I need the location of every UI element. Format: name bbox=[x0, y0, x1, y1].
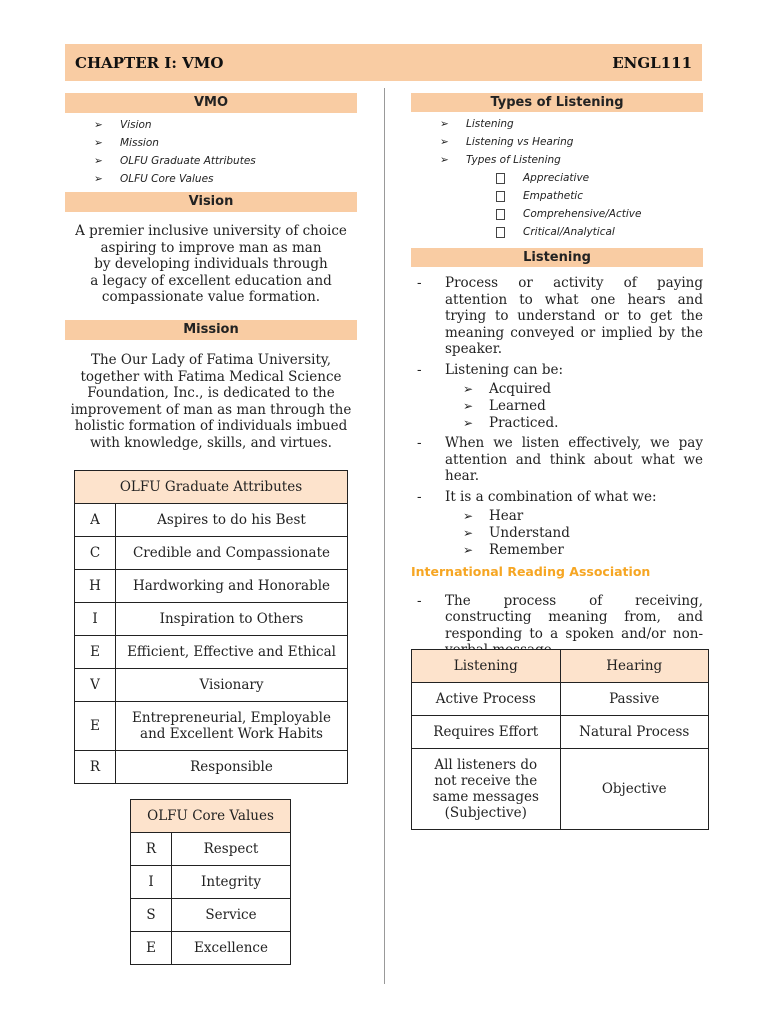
right-column bbox=[411, 93, 703, 659]
types-list bbox=[440, 115, 703, 169]
table-row: C Credible and Compassionate bbox=[75, 537, 348, 570]
checkbox-square-icon bbox=[496, 227, 505, 238]
arrow-icon: ➢ bbox=[94, 173, 103, 185]
listening-vs-hearing-table bbox=[411, 649, 709, 830]
table-row: Active Process Passive bbox=[412, 683, 709, 716]
ira-heading: International Reading Association bbox=[411, 563, 651, 579]
arrow-icon: ➢ bbox=[463, 398, 474, 413]
table-row: H Hardworking and Honorable bbox=[75, 570, 348, 603]
list-item: ➢ OLFU Graduate Attributes bbox=[94, 152, 357, 170]
list-item: Appreciative bbox=[496, 169, 703, 187]
definition-bullet: - Process or activity of paying attention to what one hears and trying to understand or to get the meaning conveyed or implied by the speaker. bbox=[417, 275, 703, 357]
ira-definition-bullet: - The process of receiving, constructing meaning from, and responding to a spoken and/or non- bbox=[417, 592, 703, 642]
listening-heading: Listening bbox=[411, 248, 703, 267]
list-item: ➢ Hear bbox=[463, 508, 524, 525]
left-column bbox=[65, 93, 357, 452]
table-header-row: Listening Hearing bbox=[412, 650, 709, 683]
listening-can-be-sublist bbox=[411, 381, 703, 431]
arrow-icon: ➢ bbox=[463, 382, 474, 396]
core-values-table bbox=[130, 799, 291, 965]
checkbox-square-icon bbox=[496, 209, 505, 220]
vision-heading: Vision bbox=[65, 192, 357, 212]
vision-text: A premier inclusive university of choice aspiring to improve man as man by developing individuals through a legacy of excellent education and compassionate value formation. bbox=[75, 223, 347, 306]
list-item: ➢ Practiced. bbox=[463, 414, 559, 431]
combination-bullet: - It is a combination of what we: bbox=[417, 488, 657, 505]
graduate-attributes-table bbox=[74, 470, 348, 784]
types-sublist bbox=[496, 169, 703, 241]
list-item: Critical/Analytical bbox=[496, 223, 703, 241]
arrow-icon: ➢ bbox=[463, 526, 474, 541]
vmo-list bbox=[94, 116, 357, 188]
table-row: E Efficient, Effective and Ethical bbox=[75, 636, 348, 669]
arrow-icon: ➢ bbox=[94, 119, 103, 131]
arrow-icon: ➢ bbox=[463, 415, 474, 430]
listen-effectively-bullet: - When we listen effectively, we pay attention and think about what we hear. bbox=[417, 435, 703, 485]
core-values-title: OLFU Core Values bbox=[131, 800, 291, 833]
list-item: ➢ Remember bbox=[463, 541, 564, 558]
list-item: ➢ OLFU Core Values bbox=[94, 170, 357, 188]
chapter-title: CHAPTER I: VMO bbox=[75, 53, 224, 72]
list-item: ➢ Acquired bbox=[463, 381, 552, 397]
table-row: All listeners do not receive the same messages (Subjective) Objective bbox=[412, 749, 709, 830]
table-row: R Respect bbox=[131, 833, 291, 866]
arrow-icon: ➢ bbox=[463, 509, 474, 524]
list-item: ➢ Understand bbox=[463, 525, 570, 542]
arrow-icon: ➢ bbox=[94, 137, 103, 149]
course-code: ENGL111 bbox=[612, 53, 692, 72]
list-item: ➢ Mission bbox=[94, 134, 357, 152]
table-row: S Service bbox=[131, 899, 291, 932]
list-item: ➢ Vision bbox=[94, 116, 357, 134]
table-row: A Aspires to do his Best bbox=[75, 504, 348, 537]
table-row: R Responsible bbox=[75, 751, 348, 784]
table-row: I Integrity bbox=[131, 866, 291, 899]
mission-heading: Mission bbox=[65, 320, 357, 340]
table-row: E Entrepreneurial, Employable and Excellent Work Habits bbox=[75, 702, 348, 751]
checkbox-square-icon bbox=[496, 191, 505, 202]
types-heading: Types of Listening bbox=[411, 93, 703, 112]
list-item: Comprehensive/Active bbox=[496, 205, 703, 223]
combination-sublist bbox=[411, 508, 703, 558]
table-row: I Inspiration to Others bbox=[75, 603, 348, 636]
table-row: E Excellence bbox=[131, 932, 291, 965]
mission-text: The Our Lady of Fatima University, together with Fatima Medical Science Foundation, Inc., is dedicated to the improvement of man as man through the holistic formation of individuals imbued with knowledge, skills, and virtues. bbox=[70, 351, 352, 451]
listening-can-be-bullet: - Listening can be: bbox=[417, 361, 564, 378]
column-divider bbox=[384, 88, 385, 984]
arrow-icon: ➢ bbox=[463, 542, 474, 557]
list-item: ➢ Listening bbox=[440, 115, 703, 133]
list-item: ➢ Types of Listening bbox=[440, 151, 703, 169]
list-item: ➢ Learned bbox=[463, 397, 546, 414]
arrow-icon: ➢ bbox=[440, 118, 449, 130]
page-header bbox=[65, 44, 702, 81]
table-row: V Visionary bbox=[75, 669, 348, 702]
arrow-icon: ➢ bbox=[440, 136, 449, 148]
attributes-title: OLFU Graduate Attributes bbox=[75, 471, 348, 504]
checkbox-square-icon bbox=[496, 173, 505, 184]
arrow-icon: ➢ bbox=[440, 154, 449, 166]
vmo-heading: VMO bbox=[65, 93, 357, 113]
table-row: Requires Effort Natural Process bbox=[412, 716, 709, 749]
list-item: Empathetic bbox=[496, 187, 703, 205]
list-item: ➢ Listening vs Hearing bbox=[440, 133, 703, 151]
arrow-icon: ➢ bbox=[94, 155, 103, 167]
